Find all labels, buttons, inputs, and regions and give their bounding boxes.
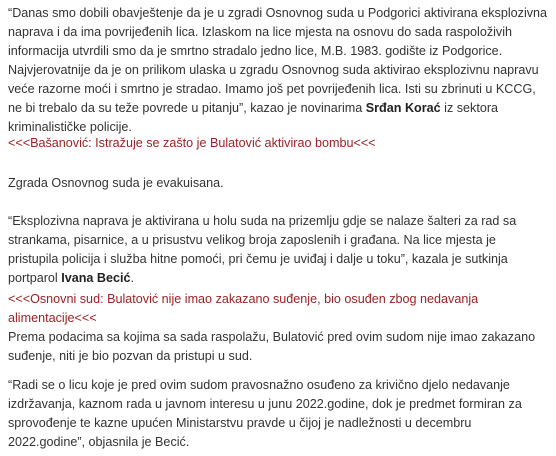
related-article-link-osnovni-sud[interactable] <box>8 290 548 328</box>
quote-paragraph-becic <box>8 212 548 288</box>
verdict-quote-paragraph: “Radi se o licu koje je pred ovim sudom pravosnažno osuđeno za krivično djelo nedavanje izdržavanja, kaznom rada u javnom interesu u junu 2022.godine, dok je predmet formiran za sprovođenje te kazne upućen Ministarstvu pravde u čijoj je nadležnosti u decembru 2022.godine”, objasnila je Becić. <box>8 378 522 449</box>
speaker-name-korac: Srđan Korać <box>365 101 441 115</box>
evacuation-paragraph: Zgrada Osnovnog suda je evakuisana. <box>8 176 224 190</box>
data-paragraph: Prema podacima sa kojima sa sada raspolažu, Bulatović pred ovim sudom nije imao zakazano suđenje, niti je bio pozvan da pristupi u sud. <box>8 330 536 363</box>
speaker-name-becic: Ivana Becić <box>61 271 131 285</box>
quote-text: “Danas smo dobili obavještenje da je u zgradi Osnovnog suda u Podgorici aktivirana eksplozivna naprava i da ima povrijeđenih lica. Izlaskom na lice mjesta na osnovu do sada raspoloživih informacija utvrdili smo da je smrtno stradalo jedno lice, M.B. 1983. godište iz Podgorice. Najvjerovatnije da je on prilikom ulaska u zgradu Osnovnog suda aktivirao eksplozivnu napravu veće razorne moći i smrtno je stradao. Imamo još pet povrijeđenih lica. Isti su zbrinuti u KCCG, ne bi trebalo da su teže povrede u pitanju”, kazao je novinarima <box>8 6 548 115</box>
quote-paragraph-korac <box>8 4 548 137</box>
quote-text: “Eksplozivna naprava je aktivirana u holu suda na prizemlju gdje se nalaze šalteri za rad sa strankama, pisarnice, a u prisustvu velikog broja zaposlenih i građana. Na lice mjesta je pristupila policija i služba hitne pomoći, pri čemu je uviđaj i dalje u toku”, kazala je sutkinja portparol <box>8 214 517 285</box>
quote-attribution: iz sektora kriminalističke policije. <box>8 101 499 134</box>
related-link-text[interactable]: <<<Bašanović: Istražuje se zašto je Bulatović aktivirao bombu<<< <box>8 136 376 150</box>
related-article-link-basanovic[interactable] <box>8 134 548 153</box>
quote-attribution: . <box>130 271 135 285</box>
related-link-text[interactable]: <<<Osnovni sud: Bulatović nije imao zakazano suđenje, bio osuđen zbog nedavanja alimentacije<<< <box>8 292 479 325</box>
